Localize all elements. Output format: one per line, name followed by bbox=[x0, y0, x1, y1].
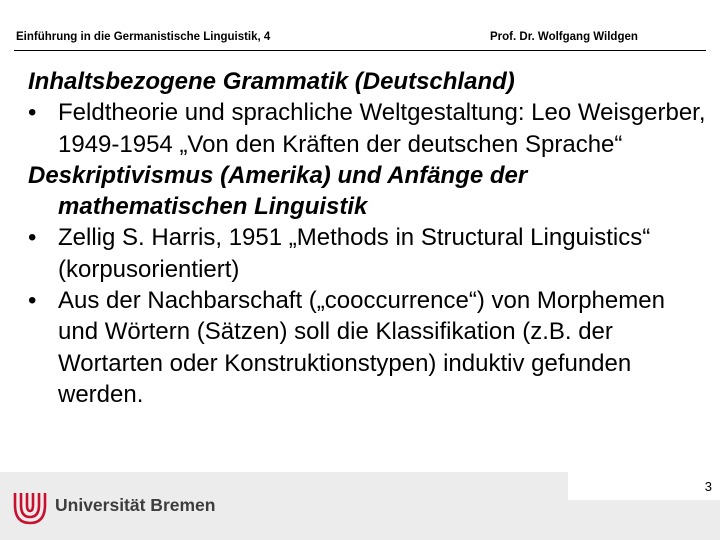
header-divider bbox=[14, 50, 706, 51]
footer-page-box bbox=[568, 472, 720, 500]
university-bremen-logo-icon bbox=[12, 490, 48, 526]
bullet-text: Aus der Nachbarschaft („cooccurrence“) von Morphemen und Wörtern (Sätzen) soll die Klassifikation (z.B. der Wortarten oder Konstruktionstypen) induktiv gefunden werden. bbox=[58, 287, 665, 408]
bullet-item bbox=[28, 222, 708, 285]
slide-content bbox=[28, 66, 708, 410]
bullet-icon: • bbox=[28, 99, 37, 127]
university-name: Universität Bremen bbox=[55, 495, 216, 515]
bullet-item bbox=[28, 97, 708, 160]
heading-deskriptivismus-continued: mathematischen Linguistik bbox=[58, 193, 368, 221]
author-name: Prof. Dr. Wolfgang Wildgen bbox=[490, 31, 638, 43]
course-title: Einführung in die Germanistische Linguistik, 4 bbox=[16, 31, 271, 43]
page-number: 3 bbox=[704, 479, 712, 494]
bullet-item bbox=[28, 285, 708, 410]
heading-inhaltsbezogene-grammatik: Inhaltsbezogene Grammatik (Deutschland) bbox=[28, 68, 515, 95]
slide-header bbox=[0, 29, 720, 51]
bullet-icon: • bbox=[28, 224, 37, 252]
bullet-text: Zellig S. Harris, 1951 „Methods in Structural Linguistics“ (korpusorientiert) bbox=[58, 224, 651, 283]
heading-deskriptivismus: Deskriptivismus (Amerika) und Anfänge der bbox=[28, 161, 528, 189]
bullet-icon: • bbox=[28, 287, 37, 315]
bullet-text: Feldtheorie und sprachliche Weltgestaltung: Leo Weisgerber, 1949-1954 „Von den Kräften der deutschen Sprache“ bbox=[58, 99, 706, 158]
